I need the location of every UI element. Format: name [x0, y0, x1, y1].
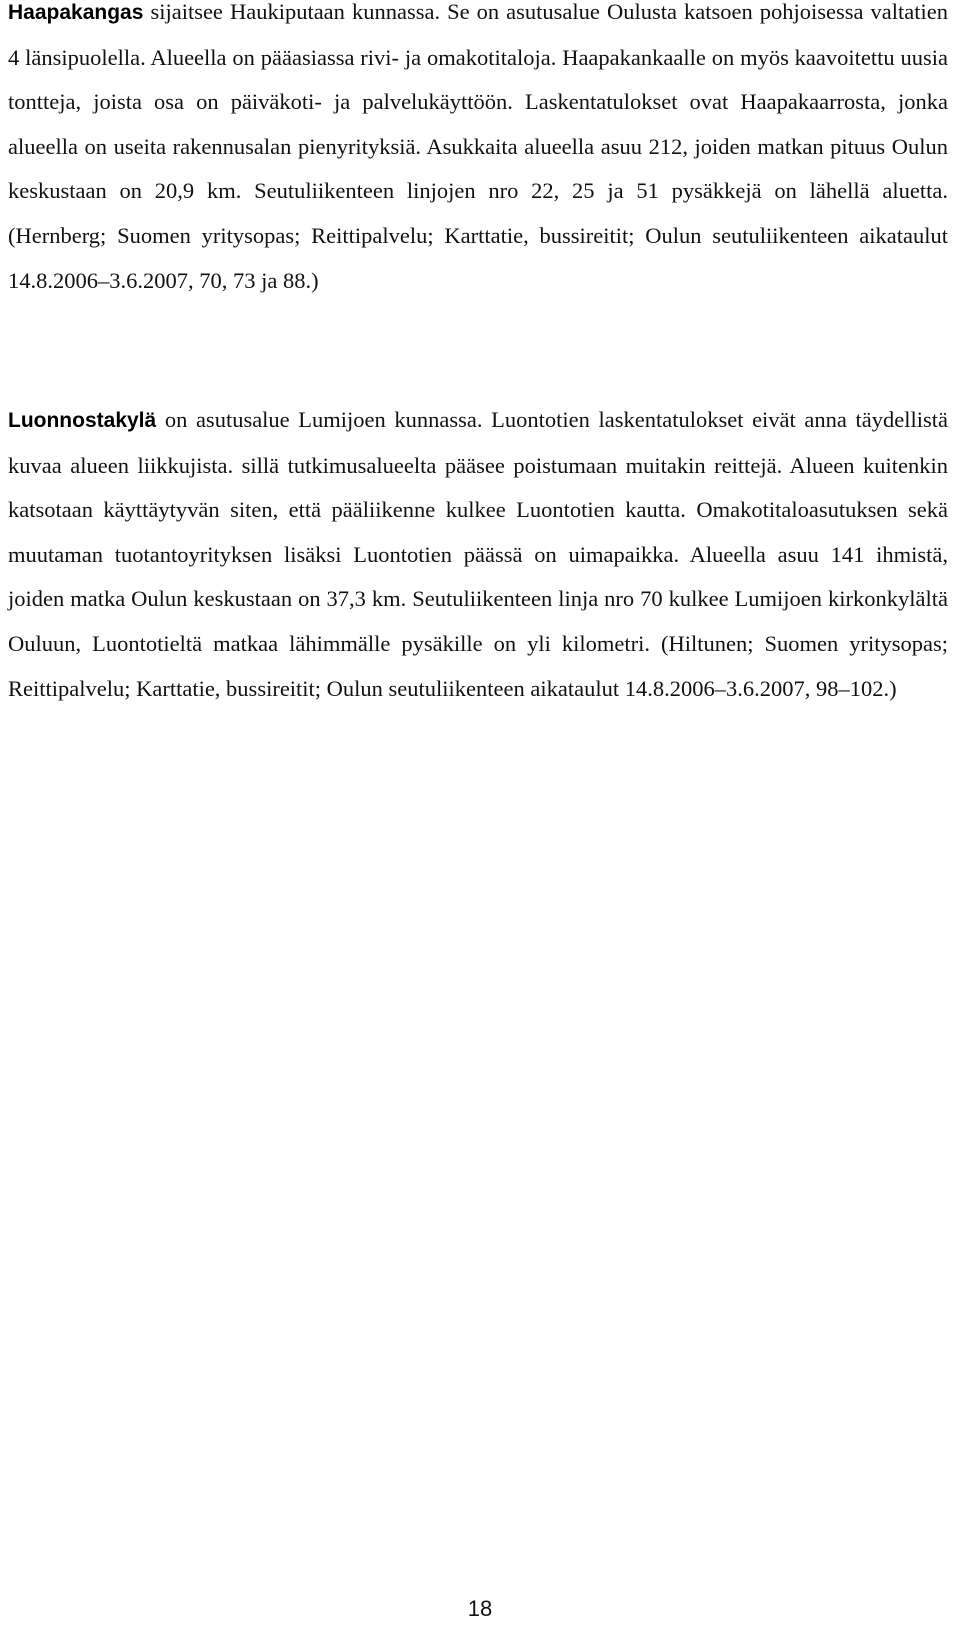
paragraph-body-text: on asutusalue Lumijoen kunnassa. Luontotien laskentatulokset eivät anna täydellistä kuvaa alueen liikkujista. sillä tutkimusalueelta pääsee poistumaan muitakin reittejä. Alueen kuitenkin katsotaan käyttäytyvän siten, että pääliikenne kulkee Luontotien kautta. Omakotitaloasutuksen sekä muutaman tuotantoyrityksen lisäksi Luontotien päässä on uimapaikka. Alueella asuu 141 ihmistä, joiden matka Oulun keskustaan on 37,3 km. Seutuliikenteen linja nro 70 kulkee Lumijoen kirkonkylältä Ouluun, Luontotieltä matkaa lähimmälle pysäkille on yli kilometri. (Hiltunen; Suomen yritysopas; Reittipalvelu; Karttatie, bussireitit; Oulun seutuliikenteen aikataulut 14.8.2006–3.6.2007, 98–102.)	[8, 407, 948, 701]
paragraph-haapakangas	[8, 0, 948, 303]
paragraph-lead-term: Haapakangas	[8, 1, 144, 24]
paragraph-lead-term: Luonnostakylä	[8, 409, 157, 432]
page-number: 18	[467, 1596, 493, 1621]
paragraph-body-text: sijaitsee Haukiputaan kunnassa. Se on asutusalue Oulusta katsoen pohjoisessa valtatien 4 länsipuolella. Alueella on pääasiassa rivi- ja omakotitaloja. Haapakankaalle on myös kaavoitettu uusia tontteja, joista osa on päiväkoti- ja palvelukäyttöön. Laskentatulokset ovat Haapakaarrosta, jonka alueella on useita rakennusalan pienyrityksiä. Asukkaita alueella asuu 212, joiden matkan pituus Oulun keskustaan on 20,9 km. Seutuliikenteen linjojen nro 22, 25 ja 51 pysäkkejä on lähellä aluetta. (Hernberg; Suomen yritysopas; Reittipalvelu; Karttatie, bussireitit; Oulun seutuliikenteen aikataulut 14.8.2006–3.6.2007, 70, 73 ja 88.)	[8, 0, 948, 293]
paragraph-luonnostakyla	[8, 398, 948, 711]
